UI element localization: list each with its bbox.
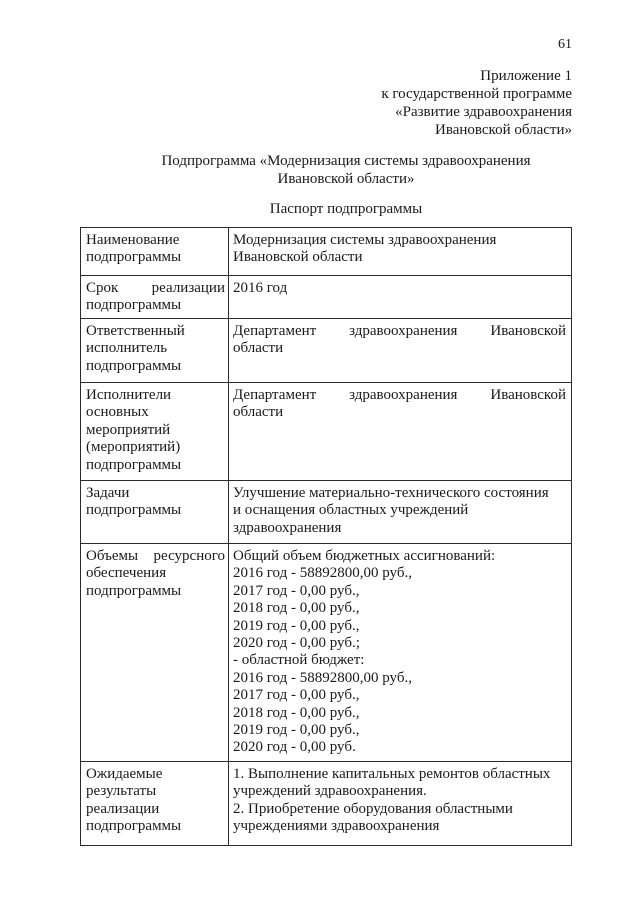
value-line: 2. Приобретение оборудования областными: [233, 800, 513, 817]
passport-row-tasks: [81, 481, 572, 544]
value-line: 2019 год - 0,00 руб.,: [233, 721, 360, 738]
passport-table: [80, 227, 572, 846]
label-line: подпрограммы: [86, 582, 182, 599]
label-line: результаты: [86, 783, 157, 800]
row-period-value-cell: [229, 276, 572, 319]
appendix-line: «Развитие здравоохранения: [395, 104, 572, 120]
value-line: Модернизация системы здравоохранения: [233, 232, 497, 248]
value-line: 2017 год - 0,00 руб.,: [233, 582, 360, 599]
value-line: 1. Выполнение капитальных ремонтов областных: [233, 766, 551, 782]
value-line: 2019 год - 0,00 руб.,: [233, 617, 360, 634]
value-line: Департамент здравоохранения Ивановской: [233, 387, 566, 403]
page-number: 61: [558, 37, 572, 52]
passport-title: Паспорт подпрограммы: [269, 201, 423, 217]
passport-row-period: [81, 276, 572, 319]
value-line: учреждений здравоохранения.: [233, 783, 427, 800]
label-line: исполнитель: [86, 340, 168, 357]
subprogram-title: [80, 152, 612, 188]
passport-row-responsible: [81, 319, 572, 383]
label-line: подпрограммы: [86, 456, 182, 473]
row-responsible-value-cell: [229, 319, 572, 383]
subprogram-title-line: Ивановской области»: [277, 171, 415, 187]
label-line: подпрограммы: [86, 818, 182, 835]
value-line: 2018 год - 0,00 руб.,: [233, 600, 360, 617]
value-line: 2016 год - 58892800,00 руб.,: [233, 565, 412, 582]
label-line: Объемы ресурсного: [86, 548, 225, 564]
row-results-value-cell: [229, 762, 572, 846]
label-line: Наименование: [86, 232, 180, 248]
passport-row-executors: [81, 383, 572, 481]
appendix-line: Ивановской области»: [435, 122, 572, 138]
label-line: Задачи: [86, 485, 130, 501]
value-line: 2020 год - 0,00 руб.;: [233, 634, 360, 651]
passport-row-name: [81, 228, 572, 276]
row-executors-value-cell: [229, 383, 572, 481]
value-line: 2018 год - 0,00 руб.,: [233, 704, 360, 721]
row-responsible-label-cell: [81, 319, 229, 383]
row-name-label-cell: [81, 228, 229, 276]
label-line: подпрограммы: [86, 297, 182, 314]
label-line: реализации: [86, 800, 160, 817]
label-line: обеспечения: [86, 565, 167, 582]
value-line: 2020 год - 0,00 руб.: [233, 739, 356, 756]
row-executors-label-cell: [81, 383, 229, 481]
row-results-label-cell: [81, 762, 229, 846]
passport-table-body: [81, 228, 572, 846]
value-line: учреждениями здравоохранения: [233, 818, 440, 835]
appendix-line: Приложение 1: [480, 68, 572, 84]
value-line: - областной бюджет:: [233, 652, 365, 669]
label-line: Срок реализации: [86, 280, 225, 296]
label-line: подпрограммы: [86, 357, 182, 374]
value-line: и оснащения областных учреждений: [233, 502, 469, 519]
label-line: подпрограммы: [86, 249, 182, 266]
row-tasks-value-cell: [229, 481, 572, 544]
row-name-value-cell: [229, 228, 572, 276]
row-funding-value-cell: [229, 544, 572, 762]
row-tasks-label-cell: [81, 481, 229, 544]
value-line: области: [233, 340, 284, 357]
label-line: мероприятий: [86, 421, 171, 438]
value-line: Общий объем бюджетных ассигнований:: [233, 548, 496, 564]
subprogram-title-line: Подпрограмма «Модернизация системы здравоохранения: [161, 153, 531, 169]
label-line: (мероприятий): [86, 439, 181, 456]
value-line: 2017 год - 0,00 руб.,: [233, 687, 360, 704]
label-line: Ожидаемые: [86, 766, 163, 782]
label-line: Ответственный: [86, 323, 185, 339]
label-line: подпрограммы: [86, 502, 182, 519]
appendix-heading: [381, 67, 572, 139]
passport-row-results: [81, 762, 572, 846]
value-line: 2016 год: [233, 280, 288, 296]
value-line: 2016 год - 58892800,00 руб.,: [233, 669, 412, 686]
value-line: Департамент здравоохранения Ивановской: [233, 323, 566, 339]
passport-row-funding: [81, 544, 572, 762]
label-line: основных: [86, 404, 149, 421]
row-period-label-cell: [81, 276, 229, 319]
value-line: Улучшение материально-технического состояния: [233, 485, 549, 501]
value-line: области: [233, 404, 284, 421]
value-line: здравоохранения: [233, 519, 342, 536]
row-funding-label-cell: [81, 544, 229, 762]
label-line: Исполнители: [86, 387, 172, 403]
value-line: Ивановской области: [233, 249, 363, 266]
appendix-line: к государственной программе: [381, 86, 572, 102]
